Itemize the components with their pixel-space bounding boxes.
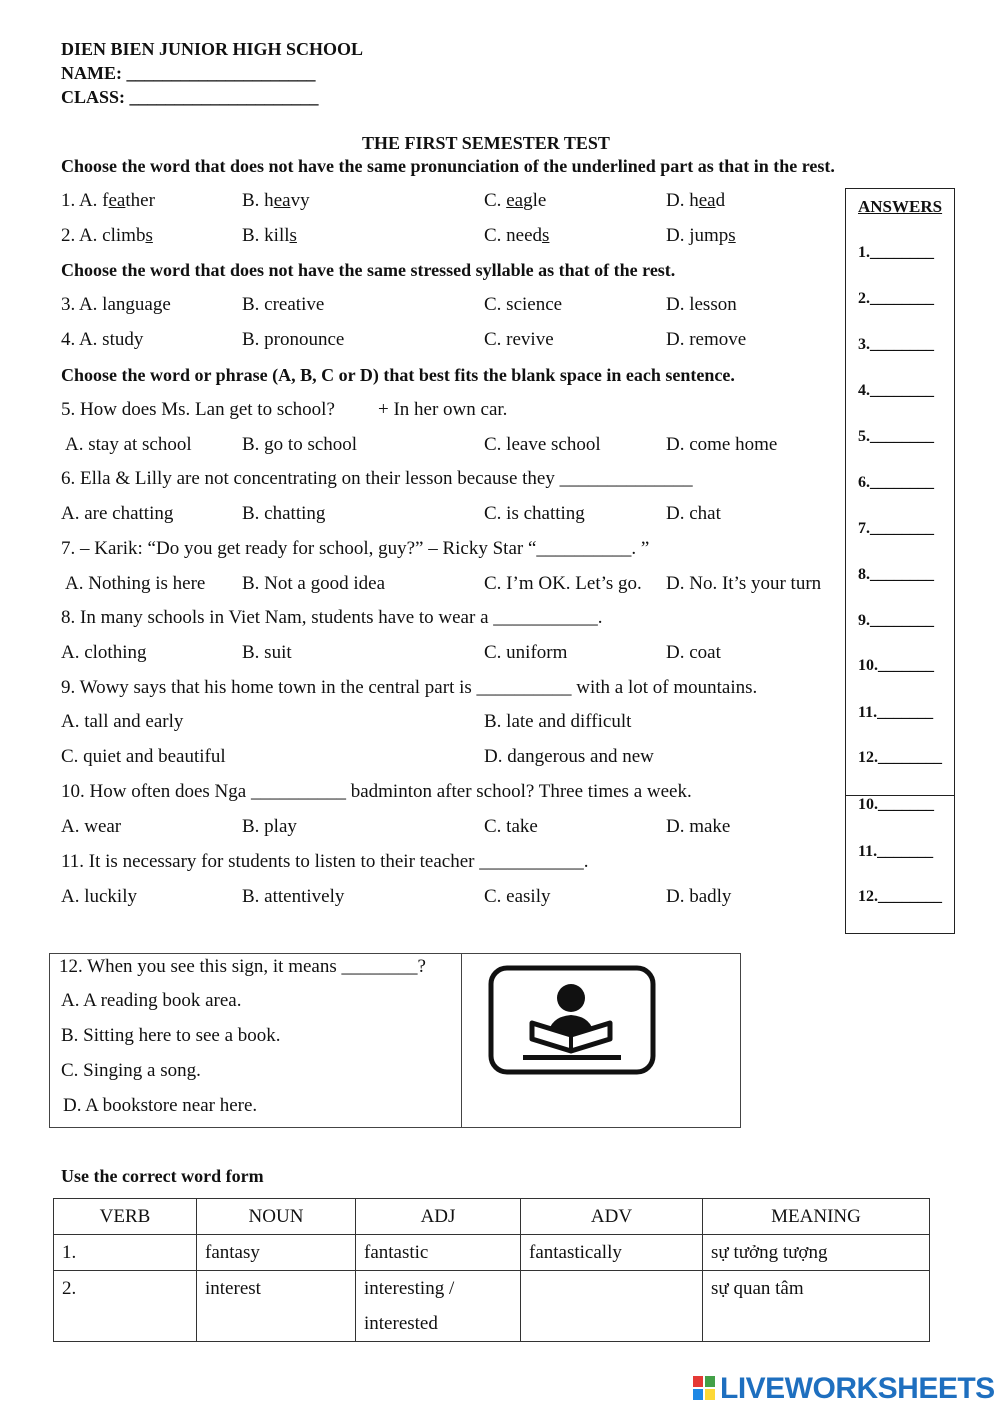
answer-blank-10-duplicate[interactable]: 10._______ [858, 796, 934, 813]
table-row [54, 1235, 930, 1271]
answer-blank-12-duplicate[interactable]: 12.________ [858, 888, 942, 905]
q4-option-d[interactable]: D. remove [666, 329, 747, 350]
q2-c-underlined: s [542, 225, 550, 246]
q1-d-suffix: d [715, 190, 726, 211]
q2-b-underlined: s [289, 225, 297, 246]
q1-option-a[interactable] [61, 190, 155, 212]
q6-text: 6. Ella & Lilly are not concentrating on their lesson because they ______________ [61, 468, 693, 489]
cell-noun: interest [197, 1271, 356, 1342]
q11-option-b[interactable]: B. attentively [242, 886, 345, 907]
word-form-table [53, 1198, 930, 1342]
q1-b-prefix: B. h [242, 190, 274, 211]
q1-option-c[interactable] [484, 190, 546, 212]
q5-text: 5. How does Ms. Lan get to school? [61, 399, 335, 420]
q10-text: 10. How often does Nga __________ badminton after school? Three times a week. [61, 781, 692, 802]
q12-option-b[interactable]: B. Sitting here to see a book. [61, 1025, 281, 1046]
answer-blank-11-duplicate[interactable]: 11._______ [858, 843, 934, 860]
q6-option-b[interactable]: B. chatting [242, 503, 326, 524]
cell-meaning: sự quan tâm [703, 1271, 930, 1342]
cell-adj-line-2: interested [364, 1313, 438, 1334]
answer-blank-6[interactable]: 6.________ [858, 474, 934, 491]
q10-option-c[interactable]: C. take [484, 816, 538, 837]
q8-option-a[interactable]: A. clothing [61, 642, 147, 663]
cell-verb[interactable]: 2. [54, 1271, 197, 1342]
q7-option-d[interactable]: D. No. It’s your turn [666, 573, 822, 594]
q1-c-suffix: gle [523, 190, 547, 211]
section-fill-instruction: Choose the word or phrase (A, B, C or D) that best fits the blank space in each sentence. [61, 365, 735, 385]
q1-a-suffix: ther [125, 190, 155, 211]
reading-area-sign-icon [488, 965, 656, 1075]
q3-option-d[interactable]: D. lesson [666, 294, 737, 315]
q1-a-prefix: 1. A. f [61, 190, 109, 211]
answer-blank-11[interactable]: 11._______ [858, 704, 934, 721]
answer-blank-10[interactable]: 10._______ [858, 657, 934, 674]
answer-blank-1[interactable]: 1.________ [858, 244, 934, 261]
q3-option-b[interactable]: B. creative [242, 294, 325, 315]
cell-adj: fantastic [356, 1235, 521, 1271]
answer-blank-7[interactable]: 7.________ [858, 520, 934, 537]
section-pronunciation-instruction: Choose the word that does not have the same pronunciation of the underlined part as that in the rest. [61, 156, 835, 176]
q11-option-a[interactable]: A. luckily [61, 886, 137, 907]
q8-option-c[interactable]: C. uniform [484, 642, 568, 663]
section-word-form-instruction: Use the correct word form [61, 1166, 264, 1186]
q1-a-underlined: ea [108, 190, 126, 211]
q5-option-c[interactable]: C. leave school [484, 434, 601, 455]
cell-noun: fantasy [197, 1235, 356, 1271]
section-stress-instruction: Choose the word that does not have the same stressed syllable as that of the rest. [61, 260, 676, 280]
answer-blank-8[interactable]: 8.________ [858, 566, 934, 583]
q12-option-a[interactable]: A. A reading book area. [61, 990, 242, 1011]
q2-c-prefix: C. need [484, 225, 543, 246]
q2-option-a[interactable] [61, 225, 153, 247]
q9-option-d[interactable]: D. dangerous and new [484, 746, 654, 767]
q12-text: 12. When you see this sign, it means ________? [59, 956, 426, 977]
test-title: THE FIRST SEMESTER TEST [362, 133, 610, 153]
q6-option-a[interactable]: A. are chatting [61, 503, 174, 524]
cell-adj [356, 1271, 521, 1342]
q1-d-underlined: ea [698, 190, 716, 211]
q1-b-underlined: ea [273, 190, 291, 211]
q3-option-a[interactable]: 3. A. language [61, 294, 171, 315]
q10-option-d[interactable]: D. make [666, 816, 731, 837]
answer-blank-4[interactable]: 4.________ [858, 382, 934, 399]
q1-option-b[interactable] [242, 190, 310, 212]
q7-option-c[interactable]: C. I’m OK. Let’s go. [484, 573, 642, 594]
answer-blank-5[interactable]: 5.________ [858, 428, 934, 445]
q8-text: 8. In many schools in Viet Nam, students have to wear a ___________. [61, 607, 603, 628]
answer-blank-2[interactable]: 2.________ [858, 290, 934, 307]
answer-blank-9[interactable]: 9.________ [858, 612, 934, 629]
question-12-divider [461, 953, 462, 1128]
q5-option-d[interactable]: D. come home [666, 434, 778, 455]
cell-meaning: sự tưởng tượng [703, 1235, 930, 1271]
answers-title: ANSWERS [858, 197, 943, 216]
q2-option-c[interactable] [484, 225, 549, 247]
q8-option-d[interactable]: D. coat [666, 642, 721, 663]
q8-option-b[interactable]: B. suit [242, 642, 292, 663]
school-name: DIEN BIEN JUNIOR HIGH SCHOOL [61, 39, 364, 59]
q2-option-b[interactable] [242, 225, 297, 247]
q5-option-b[interactable]: B. go to school [242, 434, 358, 455]
q10-option-b[interactable]: B. play [242, 816, 297, 837]
answer-blank-3[interactable]: 3.________ [858, 336, 934, 353]
col-header-adv: ADV [521, 1199, 703, 1235]
q3-option-c[interactable]: C. science [484, 294, 563, 315]
q9-option-b[interactable]: B. late and difficult [484, 711, 632, 732]
name-field[interactable]: NAME: _____________________ [61, 63, 316, 83]
q6-option-d[interactable]: D. chat [666, 503, 721, 524]
q11-option-d[interactable]: D. badly [666, 886, 732, 907]
liveworksheets-brand[interactable]: LIVEWORKSHEETS [720, 1372, 995, 1405]
col-header-adj: ADJ [356, 1199, 521, 1235]
q1-c-prefix: C. [484, 190, 507, 211]
q5-option-a[interactable]: A. stay at school [65, 434, 192, 455]
q12-option-d[interactable]: D. A bookstore near here. [63, 1095, 258, 1116]
q10-option-a[interactable]: A. wear [61, 816, 122, 837]
col-header-verb: VERB [54, 1199, 197, 1235]
q1-option-d[interactable] [666, 190, 725, 212]
q9-option-c[interactable]: C. quiet and beautiful [61, 746, 226, 767]
q2-a-underlined: s [145, 225, 153, 246]
q2-b-prefix: B. kill [242, 225, 290, 246]
liveworksheets-logo-icon [693, 1376, 717, 1402]
table-header-row [54, 1199, 930, 1235]
cell-adj-line-1: interesting / [364, 1278, 455, 1299]
q2-d-underlined: s [728, 225, 736, 246]
q5-reply: + In her own car. [378, 399, 508, 420]
q1-b-suffix: vy [290, 190, 310, 211]
q2-d-prefix: D. jump [666, 225, 729, 246]
q7-option-a[interactable]: A. Nothing is here [65, 573, 206, 594]
q2-option-d[interactable] [666, 225, 736, 247]
q9-option-a[interactable]: A. tall and early [61, 711, 184, 732]
q6-option-c[interactable]: C. is chatting [484, 503, 585, 524]
q7-text: 7. – Karik: “Do you get ready for school, guy?” – Ricky Star “__________. ” [61, 538, 650, 559]
q11-option-c[interactable]: C. easily [484, 886, 551, 907]
q4-option-c[interactable]: C. revive [484, 329, 554, 350]
answer-blank-12[interactable]: 12.________ [858, 749, 942, 766]
q9-text: 9. Wowy says that his home town in the central part is __________ with a lot of mountains. [61, 677, 758, 698]
col-header-noun: NOUN [197, 1199, 356, 1235]
q4-option-a[interactable]: 4. A. study [61, 329, 144, 350]
cell-adv[interactable] [521, 1271, 703, 1342]
cell-adv: fantastically [521, 1235, 703, 1271]
q1-c-underlined: ea [506, 190, 524, 211]
class-field[interactable]: CLASS: _____________________ [61, 87, 319, 107]
q11-text: 11. It is necessary for students to listen to their teacher ___________. [61, 851, 589, 872]
table-row [54, 1271, 930, 1342]
q1-d-prefix: D. h [666, 190, 699, 211]
q7-option-b[interactable]: B. Not a good idea [242, 573, 386, 594]
q4-option-b[interactable]: B. pronounce [242, 329, 345, 350]
col-header-meaning: MEANING [703, 1199, 930, 1235]
q2-a-prefix: 2. A. climb [61, 225, 146, 246]
cell-verb[interactable]: 1. [54, 1235, 197, 1271]
q12-option-c[interactable]: C. Singing a song. [61, 1060, 201, 1081]
